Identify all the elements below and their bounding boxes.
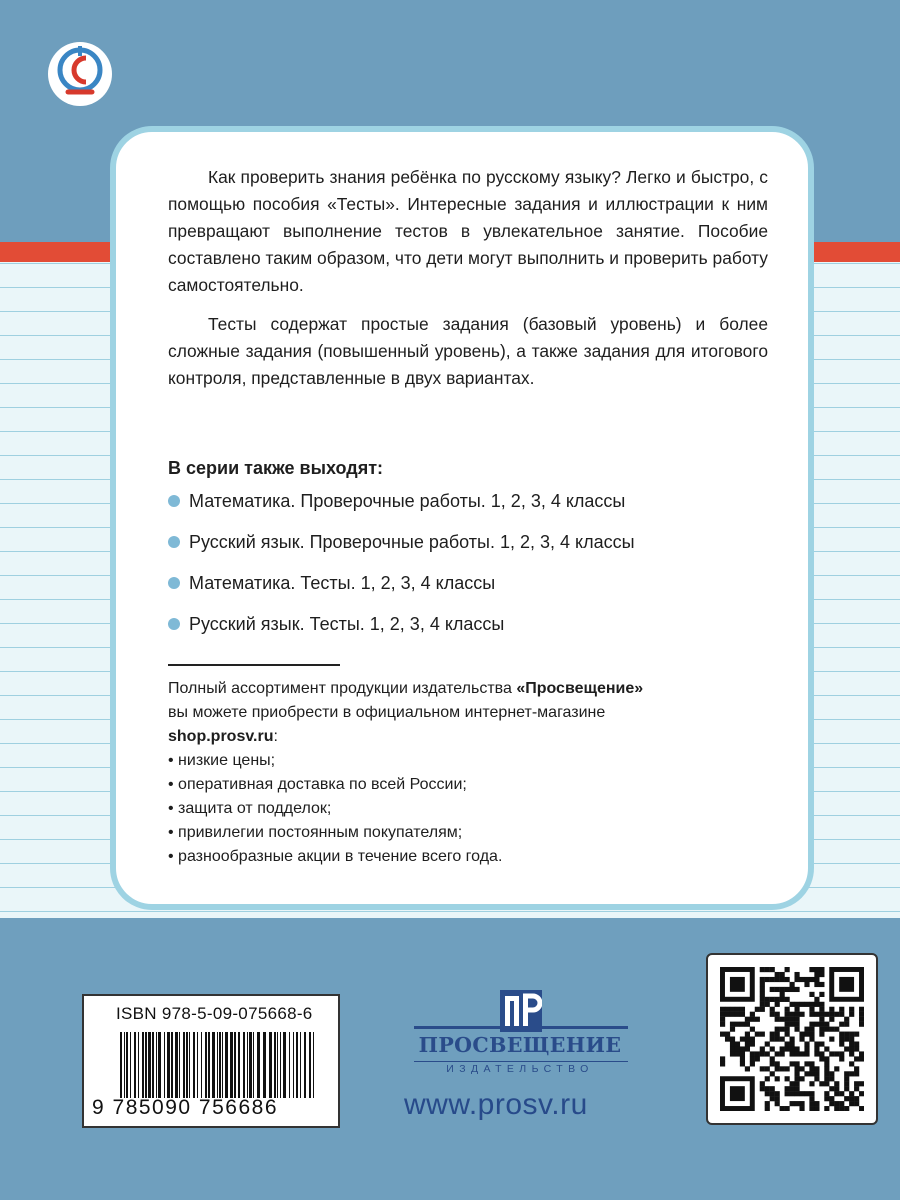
bullet-dot-icon — [168, 536, 180, 548]
divider — [168, 664, 340, 666]
publisher-top-line — [414, 1026, 628, 1029]
bullet-dot-icon — [168, 495, 180, 507]
shop-intro-text: Полный ассортимент продукции издательства — [168, 680, 517, 697]
publisher-url[interactable]: www.prosv.ru — [404, 1088, 588, 1121]
description-text — [168, 164, 768, 404]
shop-bullet: • разнообразные акции в течение всего года. — [168, 848, 503, 865]
bullet-dot-icon — [168, 618, 180, 630]
series-title: В серии также выходят: — [168, 458, 384, 478]
barcode-number: 9 785090 756686 — [92, 1096, 278, 1119]
publisher-underline — [414, 1061, 628, 1062]
shop-site-colon: : — [273, 728, 278, 745]
shop-site: shop.prosv.ru — [168, 728, 274, 745]
shop-bullet: • защита от подделок; — [168, 800, 332, 817]
bullet-dot-icon — [168, 577, 180, 589]
shop-bullet: • привилегии постоянным покупателям; — [168, 824, 463, 841]
shop-bullets — [168, 749, 768, 869]
series-item — [168, 488, 635, 514]
shop-bullet: • оперативная доставка по всей России; — [168, 776, 467, 793]
description-card — [110, 126, 814, 910]
shop-intro-line-2: вы можете приобрести в официальном интернет-магазине — [168, 704, 606, 721]
series-item-label: Математика. Проверочные работы. 1, 2, 3, 4 классы — [189, 491, 626, 511]
publisher-name: ПРОСВЕЩЕНИЕ — [418, 1033, 622, 1057]
publisher-subtitle: ИЗДАТЕЛЬСТВО — [446, 1063, 594, 1075]
description-paragraph-1: Как проверить знания ребёнка по русскому языку? Легко и быстро, с помощью пособия «Тесты». Интересные задания и иллюстрации к ним превращают выполнение тестов в увлекательное занятие. Пособие составлено таким образом, что дети могут выполнить и проверить работу самостоятельно. — [168, 167, 768, 295]
qr-code-icon[interactable] — [720, 967, 864, 1111]
series-item — [168, 529, 635, 555]
shop-site-line — [168, 725, 768, 749]
shop-bullet: • низкие цены; — [168, 752, 276, 769]
series-item-label: Русский язык. Тесты. 1, 2, 3, 4 классы — [189, 614, 505, 634]
series-item — [168, 570, 635, 596]
series-logo-icon — [46, 40, 114, 108]
series-list — [168, 488, 635, 652]
qr-code-box[interactable] — [706, 953, 878, 1125]
barcode-icon — [120, 1032, 320, 1098]
series-item — [168, 611, 635, 637]
shop-intro-line — [168, 677, 768, 701]
isbn-label: ISBN 978-5-09-075668-6 — [116, 1004, 313, 1023]
shop-info — [168, 677, 768, 869]
shop-publisher-name: «Просвещение» — [516, 680, 644, 697]
series-item-label: Русский язык. Проверочные работы. 1, 2, 3, 4 классы — [189, 532, 635, 552]
description-paragraph-2: Тесты содержат простые задания (базовый уровень) и более сложные задания (повышенный уровень), а также задания для итогового контроля, представленные в двух вариантах. — [168, 314, 768, 388]
isbn-barcode-box — [82, 994, 340, 1128]
series-item-label: Математика. Тесты. 1, 2, 3, 4 классы — [189, 573, 496, 593]
